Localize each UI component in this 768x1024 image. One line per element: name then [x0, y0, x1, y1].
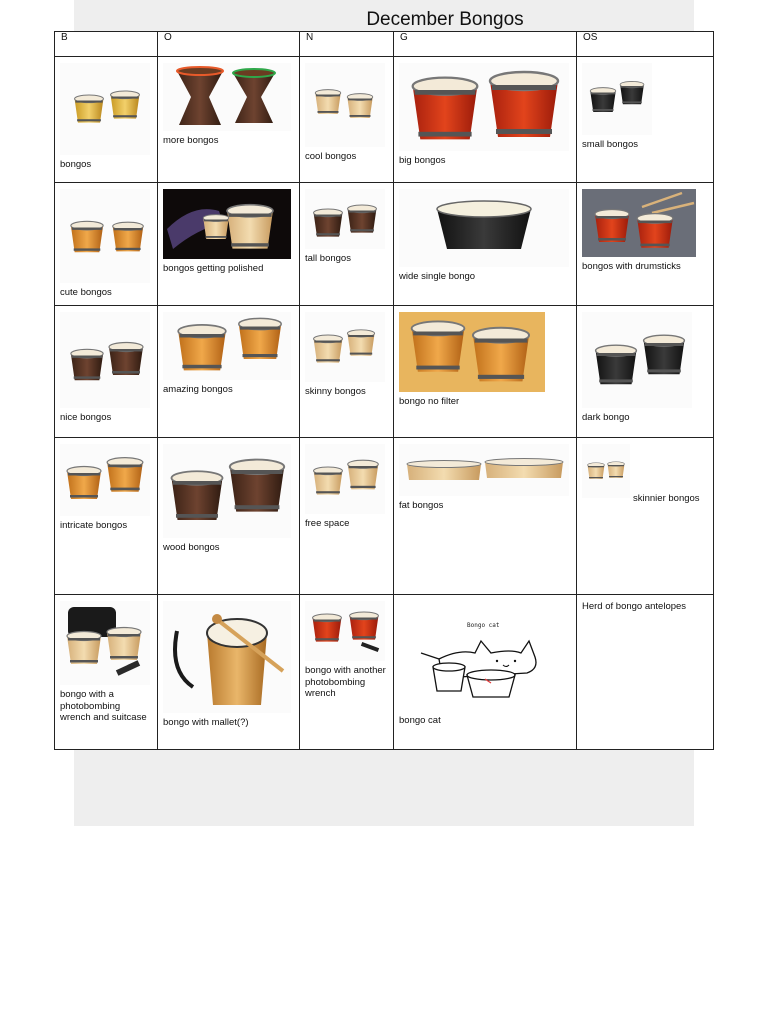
- bongo-photo: [305, 444, 385, 514]
- bingo-cell: [55, 57, 158, 183]
- bongo-cat-label: Bongo cat: [467, 622, 500, 629]
- bongo-photo: [163, 312, 291, 380]
- bongo-cat-drawing: [399, 613, 569, 711]
- cell-caption: bongos: [60, 159, 92, 170]
- cell-caption: bongo cat: [399, 715, 441, 726]
- column-header-o: O: [158, 32, 300, 57]
- bongo-photo: [582, 444, 630, 498]
- bingo-cell: [300, 183, 394, 306]
- bingo-cell: [55, 183, 158, 306]
- bingo-cell: [55, 595, 158, 750]
- bingo-cell: [55, 438, 158, 595]
- bongo-photo: [399, 189, 569, 267]
- cell-caption: nice bongos: [60, 412, 112, 423]
- bingo-cell: [394, 438, 577, 595]
- bingo-cell: [158, 438, 300, 595]
- bingo-cell: [394, 306, 577, 438]
- cell-caption: bongo with mallet(?): [163, 717, 249, 728]
- bongo-photo: [399, 312, 545, 392]
- table-row: [55, 183, 714, 306]
- bongo-photo: [60, 189, 150, 283]
- cell-caption: dark bongo: [582, 412, 630, 423]
- cell-caption: amazing bongos: [163, 384, 233, 395]
- bingo-cell: [300, 306, 394, 438]
- column-header-os: OS: [577, 32, 714, 57]
- cell-caption: bongo with a photobombing wrench and suitcase: [60, 689, 147, 723]
- bongo-photo: [60, 63, 150, 155]
- cell-caption: wide single bongo: [399, 271, 476, 282]
- bongo-photo: [60, 444, 150, 516]
- column-header-g: G: [394, 32, 577, 57]
- column-header-b: B: [55, 32, 158, 57]
- cell-caption: bongo no filter: [399, 396, 460, 407]
- bingo-cell: [55, 306, 158, 438]
- bingo-cell: [300, 595, 394, 750]
- cell-caption: Herd of bongo antelopes: [582, 601, 687, 612]
- bingo-cell: [394, 595, 577, 750]
- bingo-cell: [394, 57, 577, 183]
- bongo-photo: [163, 444, 291, 538]
- page-title: December Bongos: [366, 9, 524, 30]
- cell-caption: tall bongos: [305, 253, 351, 264]
- bongo-photo: [582, 63, 652, 135]
- bingo-cell: [577, 183, 714, 306]
- bongo-photo: [399, 63, 569, 151]
- cell-caption: fat bongos: [399, 500, 444, 511]
- cell-caption: more bongos: [163, 135, 219, 146]
- cell-caption: skinnier bongos: [633, 493, 700, 504]
- bingo-cell: [158, 57, 300, 183]
- table-row: [55, 595, 714, 750]
- column-header-n: N: [300, 32, 394, 57]
- bongo-photo: [582, 312, 692, 408]
- bongo-photo: [305, 63, 385, 147]
- bongo-photo: [60, 312, 150, 408]
- bongo-photo: [305, 601, 385, 661]
- bongo-photo: [305, 189, 385, 249]
- cell-caption: intricate bongos: [60, 520, 128, 531]
- bingo-cell: [577, 595, 714, 750]
- bingo-cell: [394, 183, 577, 306]
- cell-caption: free space: [305, 518, 350, 529]
- cell-caption: bongo with another photobombing wrench: [305, 665, 386, 699]
- bingo-cell: [158, 306, 300, 438]
- cell-caption: bongos with drumsticks: [582, 261, 681, 272]
- bingo-cell: [158, 595, 300, 750]
- bingo-cell: [300, 57, 394, 183]
- bingo-cell: [577, 306, 714, 438]
- bingo-cell: [300, 438, 394, 595]
- bongo-photo: [163, 63, 291, 131]
- table-row: [55, 438, 714, 595]
- bongo-photo: [305, 312, 385, 382]
- cell-caption: skinny bongos: [305, 386, 366, 397]
- cell-caption: wood bongos: [163, 542, 220, 553]
- bongo-photo: [582, 189, 696, 257]
- bingo-cell: [577, 57, 714, 183]
- bingo-cell: [158, 183, 300, 306]
- cell-caption: cool bongos: [305, 151, 357, 162]
- table-row: [55, 306, 714, 438]
- bongo-photo: [163, 189, 291, 259]
- cell-caption: big bongos: [399, 155, 446, 166]
- cell-caption: cute bongos: [60, 287, 112, 298]
- header-row: [55, 32, 714, 57]
- bongo-photo: [60, 601, 150, 685]
- bongo-photo: [399, 444, 569, 496]
- bingo-table: [54, 31, 714, 750]
- cell-caption: small bongos: [582, 139, 638, 150]
- bingo-cell: [577, 438, 714, 595]
- table-row: [55, 57, 714, 183]
- bongo-photo: [163, 601, 291, 713]
- cell-caption: bongos getting polished: [163, 263, 264, 274]
